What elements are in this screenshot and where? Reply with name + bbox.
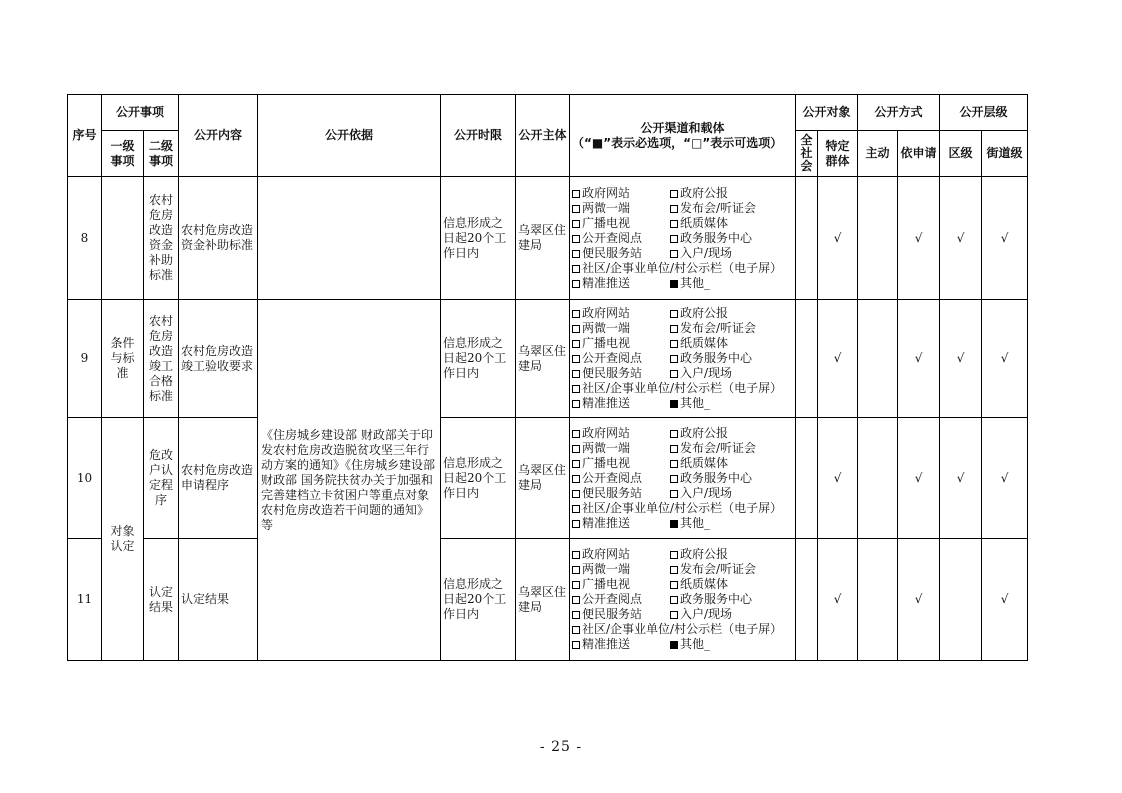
row-active: [858, 177, 898, 300]
checkbox-empty-icon: [670, 325, 678, 333]
checkbox-empty-icon: [572, 370, 580, 378]
channel-reading: 公开查阅点: [572, 351, 670, 366]
header-content: 公开内容: [179, 95, 258, 177]
row-street: √: [982, 539, 1028, 661]
row-seq: 9: [68, 300, 102, 418]
checkbox-empty-icon: [572, 430, 580, 438]
checkbox-filled-icon: [670, 641, 678, 649]
channel-convenience: 便民服务站: [572, 246, 670, 261]
checkbox-empty-icon: [670, 250, 678, 258]
header-level1: 一级事项: [102, 131, 144, 177]
checkbox-empty-icon: [670, 475, 678, 483]
checkbox-empty-icon: [572, 355, 580, 363]
row-content: 农村危房改造资金补助标准: [179, 177, 258, 300]
channel-press: 发布会/听证会: [670, 441, 793, 456]
checkbox-empty-icon: [670, 310, 678, 318]
channel-push: 精准推送: [572, 516, 670, 531]
checkbox-empty-icon: [670, 445, 678, 453]
header-level-street: 街道级: [982, 131, 1028, 177]
header-seq: 序号: [68, 95, 102, 177]
header-level: 公开层级: [940, 95, 1028, 131]
channel-two_micro: 两微一端: [572, 321, 670, 336]
row-specific: √: [818, 418, 858, 539]
checkbox-empty-icon: [670, 190, 678, 198]
channel-broadcast: 广播电视: [572, 577, 670, 592]
row-district: √: [940, 418, 982, 539]
group-recognition: 对象认定: [102, 418, 144, 661]
channel-convenience: 便民服务站: [572, 366, 670, 381]
channel-two_micro: 两微一端: [572, 562, 670, 577]
header-basis: 公开依据: [258, 95, 441, 177]
row-active: [858, 539, 898, 661]
checkbox-empty-icon: [572, 490, 580, 498]
header-method-active: 主动: [858, 131, 898, 177]
checkbox-empty-icon: [572, 310, 580, 318]
table-row: [68, 177, 1028, 300]
checkbox-empty-icon: [572, 566, 580, 574]
checkbox-filled-icon: [670, 400, 678, 408]
row-level2: 农村危房改造竣工合格标准: [144, 300, 179, 418]
checkbox-empty-icon: [572, 475, 580, 483]
row-all: [796, 539, 818, 661]
header-target-specific: 特定群体: [818, 131, 858, 177]
checkbox-filled-icon: [670, 280, 678, 288]
row-all: [796, 300, 818, 418]
channel-press: 发布会/听证会: [670, 321, 793, 336]
checkbox-empty-icon: [572, 385, 580, 393]
row-street: √: [982, 177, 1028, 300]
checkbox-empty-icon: [670, 430, 678, 438]
channel-reading: 公开查阅点: [572, 231, 670, 246]
channel-bulletin: 社区/企事业单位/村公示栏（电子屏）: [572, 381, 793, 396]
checkbox-empty-icon: [670, 355, 678, 363]
channel-push: 精准推送: [572, 396, 670, 411]
channel-gov_site: 政府网站: [572, 426, 670, 441]
header-method: 公开方式: [858, 95, 940, 131]
header-method-apply: 依申请: [898, 131, 940, 177]
page-number: - 25 -: [539, 739, 583, 755]
checkbox-empty-icon: [572, 220, 580, 228]
checkbox-empty-icon: [572, 205, 580, 213]
header-level2: 二级事项: [144, 131, 179, 177]
row-channels: [570, 418, 796, 539]
channel-paper: 纸质媒体: [670, 216, 793, 231]
channel-two_micro: 两微一端: [572, 201, 670, 216]
checkbox-empty-icon: [670, 490, 678, 498]
group-conditions: 条件与标准: [102, 300, 144, 418]
channel-service_center: 政务服务中心: [670, 471, 793, 486]
row-apply: √: [898, 539, 940, 661]
table-row: [68, 539, 1028, 661]
checkbox-empty-icon: [572, 280, 580, 288]
row-street: √: [982, 418, 1028, 539]
channel-two_micro: 两微一端: [572, 441, 670, 456]
row-seq: 11: [68, 539, 102, 661]
channel-bulletin: 社区/企事业单位/村公示栏（电子屏）: [572, 261, 793, 276]
channel-door: 入户/现场: [670, 366, 793, 381]
checkbox-empty-icon: [670, 460, 678, 468]
row-active: [858, 418, 898, 539]
checkbox-empty-icon: [670, 235, 678, 243]
channel-other: 其他_: [670, 276, 793, 291]
checkbox-empty-icon: [572, 581, 580, 589]
checkbox-empty-icon: [572, 551, 580, 559]
row-subject: 乌翠区住建局: [516, 539, 570, 661]
channel-paper: 纸质媒体: [670, 456, 793, 471]
header-level-district: 区级: [940, 131, 982, 177]
checkbox-empty-icon: [670, 611, 678, 619]
checkbox-empty-icon: [572, 596, 580, 604]
channel-broadcast: 广播电视: [572, 336, 670, 351]
checkbox-empty-icon: [572, 626, 580, 634]
row-district: [940, 539, 982, 661]
row-channels: [570, 177, 796, 300]
row-district: √: [940, 177, 982, 300]
row-seq: 10: [68, 418, 102, 539]
row-level2: 认定结果: [144, 539, 179, 661]
checkbox-empty-icon: [572, 250, 580, 258]
checkbox-empty-icon: [572, 460, 580, 468]
row-specific: √: [818, 177, 858, 300]
channel-reading: 公开查阅点: [572, 592, 670, 607]
basis-empty: [258, 177, 441, 300]
channel-gov_site: 政府网站: [572, 306, 670, 321]
checkbox-empty-icon: [670, 566, 678, 574]
channel-convenience: 便民服务站: [572, 607, 670, 622]
row-time: 信息形成之日起20个工作日内: [441, 177, 516, 300]
table-row: [68, 418, 1028, 539]
channel-door: 入户/现场: [670, 246, 793, 261]
checkbox-empty-icon: [572, 190, 580, 198]
channel-gov_gazette: 政府公报: [670, 306, 793, 321]
row-subject: 乌翠区住建局: [516, 418, 570, 539]
checkbox-empty-icon: [572, 505, 580, 513]
channel-service_center: 政务服务中心: [670, 592, 793, 607]
row-apply: √: [898, 418, 940, 539]
checkbox-empty-icon: [572, 400, 580, 408]
row-seq: 8: [68, 177, 102, 300]
channel-press: 发布会/听证会: [670, 201, 793, 216]
checkbox-empty-icon: [572, 641, 580, 649]
row-level2: 危改户认定程序: [144, 418, 179, 539]
row-street: √: [982, 300, 1028, 418]
checkbox-empty-icon: [670, 596, 678, 604]
channel-service_center: 政务服务中心: [670, 231, 793, 246]
header-items: 公开事项: [102, 95, 179, 131]
checkbox-empty-icon: [572, 340, 580, 348]
channel-gov_gazette: 政府公报: [670, 547, 793, 562]
checkbox-empty-icon: [572, 611, 580, 619]
row-apply: √: [898, 177, 940, 300]
header-channel: [570, 95, 796, 177]
row-time: 信息形成之日起20个工作日内: [441, 539, 516, 661]
channel-other: 其他_: [670, 516, 793, 531]
channel-gov_site: 政府网站: [572, 186, 670, 201]
row-channels: [570, 300, 796, 418]
row-time: 信息形成之日起20个工作日内: [441, 418, 516, 539]
row-specific: √: [818, 539, 858, 661]
checkbox-empty-icon: [572, 445, 580, 453]
checkbox-filled-icon: [670, 520, 678, 528]
channel-reading: 公开查阅点: [572, 471, 670, 486]
header-subject: 公开主体: [516, 95, 570, 177]
checkbox-empty-icon: [572, 265, 580, 273]
channel-bulletin: 社区/企事业单位/村公示栏（电子屏）: [572, 501, 793, 516]
checkbox-empty-icon: [670, 551, 678, 559]
checkbox-empty-icon: [572, 520, 580, 528]
row-level2: 农村危房改造资金补助标准: [144, 177, 179, 300]
checkbox-empty-icon: [670, 340, 678, 348]
row-content: 农村危房改造申请程序: [179, 418, 258, 539]
channel-other: 其他_: [670, 637, 793, 652]
header-target-all: 全社会: [796, 131, 818, 177]
checkbox-empty-icon: [670, 205, 678, 213]
channel-gov_gazette: 政府公报: [670, 426, 793, 441]
row-district: √: [940, 300, 982, 418]
channel-broadcast: 广播电视: [572, 456, 670, 471]
checkbox-empty-icon: [670, 220, 678, 228]
row-active: [858, 300, 898, 418]
row-all: [796, 177, 818, 300]
channel-paper: 纸质媒体: [670, 336, 793, 351]
channel-door: 入户/现场: [670, 486, 793, 501]
checkbox-empty-icon: [670, 370, 678, 378]
channel-service_center: 政务服务中心: [670, 351, 793, 366]
channel-other: 其他_: [670, 396, 793, 411]
channel-push: 精准推送: [572, 276, 670, 291]
channel-paper: 纸质媒体: [670, 577, 793, 592]
row-channels: [570, 539, 796, 661]
channel-broadcast: 广播电视: [572, 216, 670, 231]
row-content: 认定结果: [179, 539, 258, 661]
table-row: [68, 300, 1028, 418]
checkbox-empty-icon: [670, 581, 678, 589]
row-apply: √: [898, 300, 940, 418]
header-channel-title: 公开渠道和载体: [640, 120, 725, 135]
row-subject: 乌翠区住建局: [516, 177, 570, 300]
row-specific: √: [818, 300, 858, 418]
row-content: 农村危房改造竣工验收要求: [179, 300, 258, 418]
checkbox-empty-icon: [572, 235, 580, 243]
channel-gov_gazette: 政府公报: [670, 186, 793, 201]
header-time: 公开时限: [441, 95, 516, 177]
shared-basis: 《住房城乡建设部 财政部关于印发农村危房改造脱贫攻坚三年行动方案的通知》《住房城乡建设部 财政部 国务院扶贫办关于加强和完善建档立卡贫困户等重点对象农村危房改造若干问题的通知》等: [258, 300, 441, 661]
channel-convenience: 便民服务站: [572, 486, 670, 501]
channel-push: 精准推送: [572, 637, 670, 652]
checkbox-empty-icon: [572, 325, 580, 333]
row-subject: 乌翠区住建局: [516, 300, 570, 418]
row-all: [796, 418, 818, 539]
row-time: 信息形成之日起20个工作日内: [441, 300, 516, 418]
disclosure-table: [67, 94, 1028, 661]
channel-press: 发布会/听证会: [670, 562, 793, 577]
channel-door: 入户/现场: [670, 607, 793, 622]
channel-gov_site: 政府网站: [572, 547, 670, 562]
header-target: 公开对象: [796, 95, 858, 131]
channel-bulletin: 社区/企事业单位/村公示栏（电子屏）: [572, 622, 793, 637]
header-channel-note: （“■”表示必选项，“□”表示可选项）: [572, 135, 783, 150]
group-empty: [102, 177, 144, 300]
